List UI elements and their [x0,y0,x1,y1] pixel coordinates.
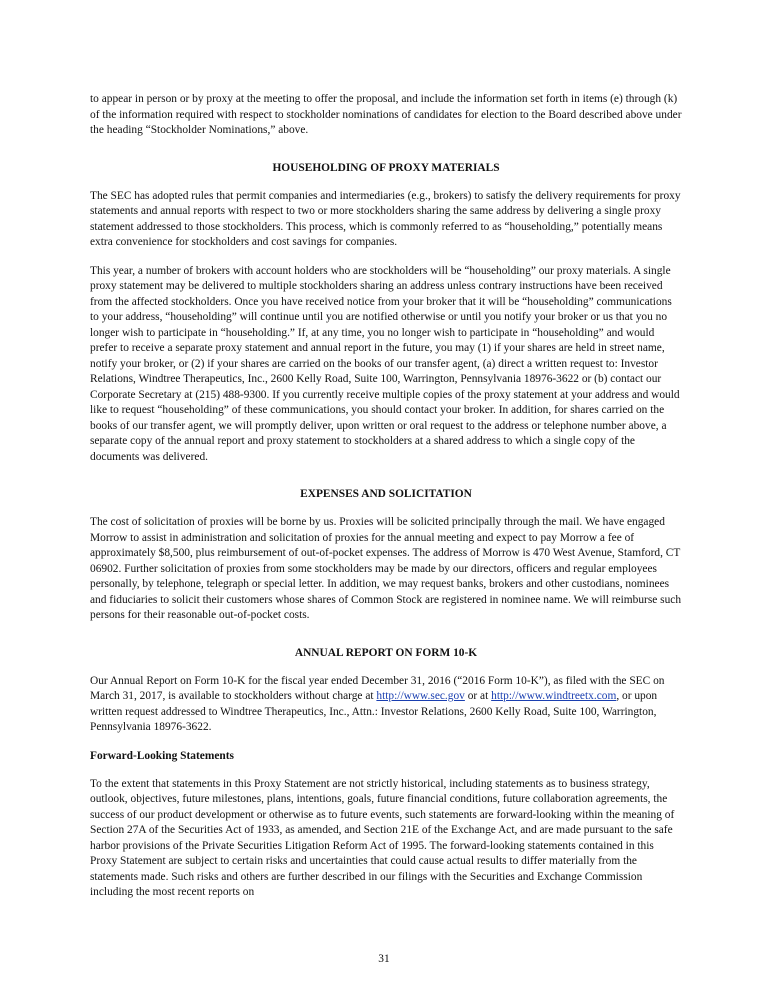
paragraph-proposal-continued: to appear in person or by proxy at the meeting to offer the proposal, and include the information set forth in items (e) through (k) of the information required with respect to stockholder nominations of candidates for election to the Board described above under the heading “Stockholder Nominations,” above. [90,93,682,136]
paragraph-householding-brokers: This year, a number of brokers with account holders who are stockholders will be “householding” our proxy materials. A single proxy statement may be delivered to multiple stockholders sharing an address unless contrary instructions have been received from the affected stockholders. Once you have received notice from your broker that it will be “householding” communications to your address, “householding” will continue until you are notified otherwise or until you notify your broker or us that you no longer wish to participate in “householding.” If, at any time, you no longer wish to participate in “householding” and would prefer to receive a separate proxy statement and annual report in the future, you may (1) if your shares are held in street name, notify your broker, or (2) if your shares are carried on the books of our transfer agent, (a) direct a written request to: Investor Relations, Windtree Therapeutics, Inc., 2600 Kelly Road, Suite 100, Warrington, Pennsylvania 18976-3622 or (b) contact our Corporate Secretary at (215) 488-9300. If you currently receive multiple copies of the proxy statement at your address and would like to request “householding” of these communications, you should contact your broker. In addition, for shares carried on the books of our transfer agent, we will promptly deliver, upon written or oral request to the address or telephone number above, a separate copy of the annual report and proxy statement to stockholders at a shared address to which a single copy of the documents was delivered. [90,264,680,463]
annual-report-text-2: or at [464,690,492,702]
heading-forward-looking: Forward-Looking Statements [90,749,234,762]
heading-expenses: EXPENSES AND SOLICITATION [300,488,472,500]
sec-link[interactable]: http://www.sec.gov [376,690,465,702]
annual-report-text-1: Our Annual Report on Form 10-K for the fiscal year ended December 31, 2016 (“2016 Form 10-K”), as filed with the SEC on March 31, 2017, is available to stockholders without charge at [90,674,665,702]
document-body [90,92,682,901]
paragraph-householding-rules: The SEC has adopted rules that permit companies and intermediaries (e.g., brokers) to satisfy the delivery requirements for proxy statements and annual reports with respect to two or more stockholders sharing the same address by delivering a single proxy statement addressed to those stockholders. This process, which is commonly referred to as “householding,” potentially means extra convenience for stockholders and cost savings for companies. [90,189,681,248]
windtree-link[interactable]: http://www.windtreetx.com [491,690,617,702]
heading-householding: HOUSEHOLDING OF PROXY MATERIALS [272,161,500,174]
annual-report-text-3: , or upon written request addressed to Windtree Therapeutics, Inc., Attn.: Investor Relations, 2600 Kelly Road, Suite 100, Warrington, Pennsylvania 18976-3622. [90,690,658,733]
paragraph-annual-report [90,674,682,736]
paragraph-expenses: The cost of solicitation of proxies will be borne by us. Proxies will be solicited principally through the mail. We have engaged Morrow to assist in administration and solicitation of proxies for the annual meeting and expect to pay Morrow a fee of approximately $8,500, plus reimbursement of out-of-pocket expenses. The address of Morrow is 470 West Avenue, Stamford, CT 06902. Further solicitation of proxies from some stockholders may be made by our directors, officers and regular employees personally, by telephone, telegraph or special letter. In addition, we may request banks, brokers and other custodians, nominees and fiduciaries to solicit their customers whose shares of Common Stock are registered in nominee name. We will reimburse such persons for their reasonable out-of-pocket costs. [90,516,682,621]
paragraph-forward-looking: To the extent that statements in this Proxy Statement are not strictly historical, including statements as to business strategy, outlook, objectives, future milestones, plans, intentions, goals, future financial conditions, future collaboration agreements, the success of our product development or otherwise as to future events, such statements are forward-looking within the meaning of Section 27A of the Securities Act of 1933, as amended, and Section 21E of the Exchange Act, and are made pursuant to the safe harbor provisions of the Private Securities Litigation Reform Act of 1995. The forward-looking statements contained in this Proxy Statement are subject to certain risks and uncertainties that could cause actual results to differ materially from the statements made. Such risks and others are further described in our filings with the Securities and Exchange Commission including the most recent reports on [90,777,675,898]
page-number: 31 [378,953,390,965]
heading-annual-report: ANNUAL REPORT ON FORM 10-K [294,646,478,659]
